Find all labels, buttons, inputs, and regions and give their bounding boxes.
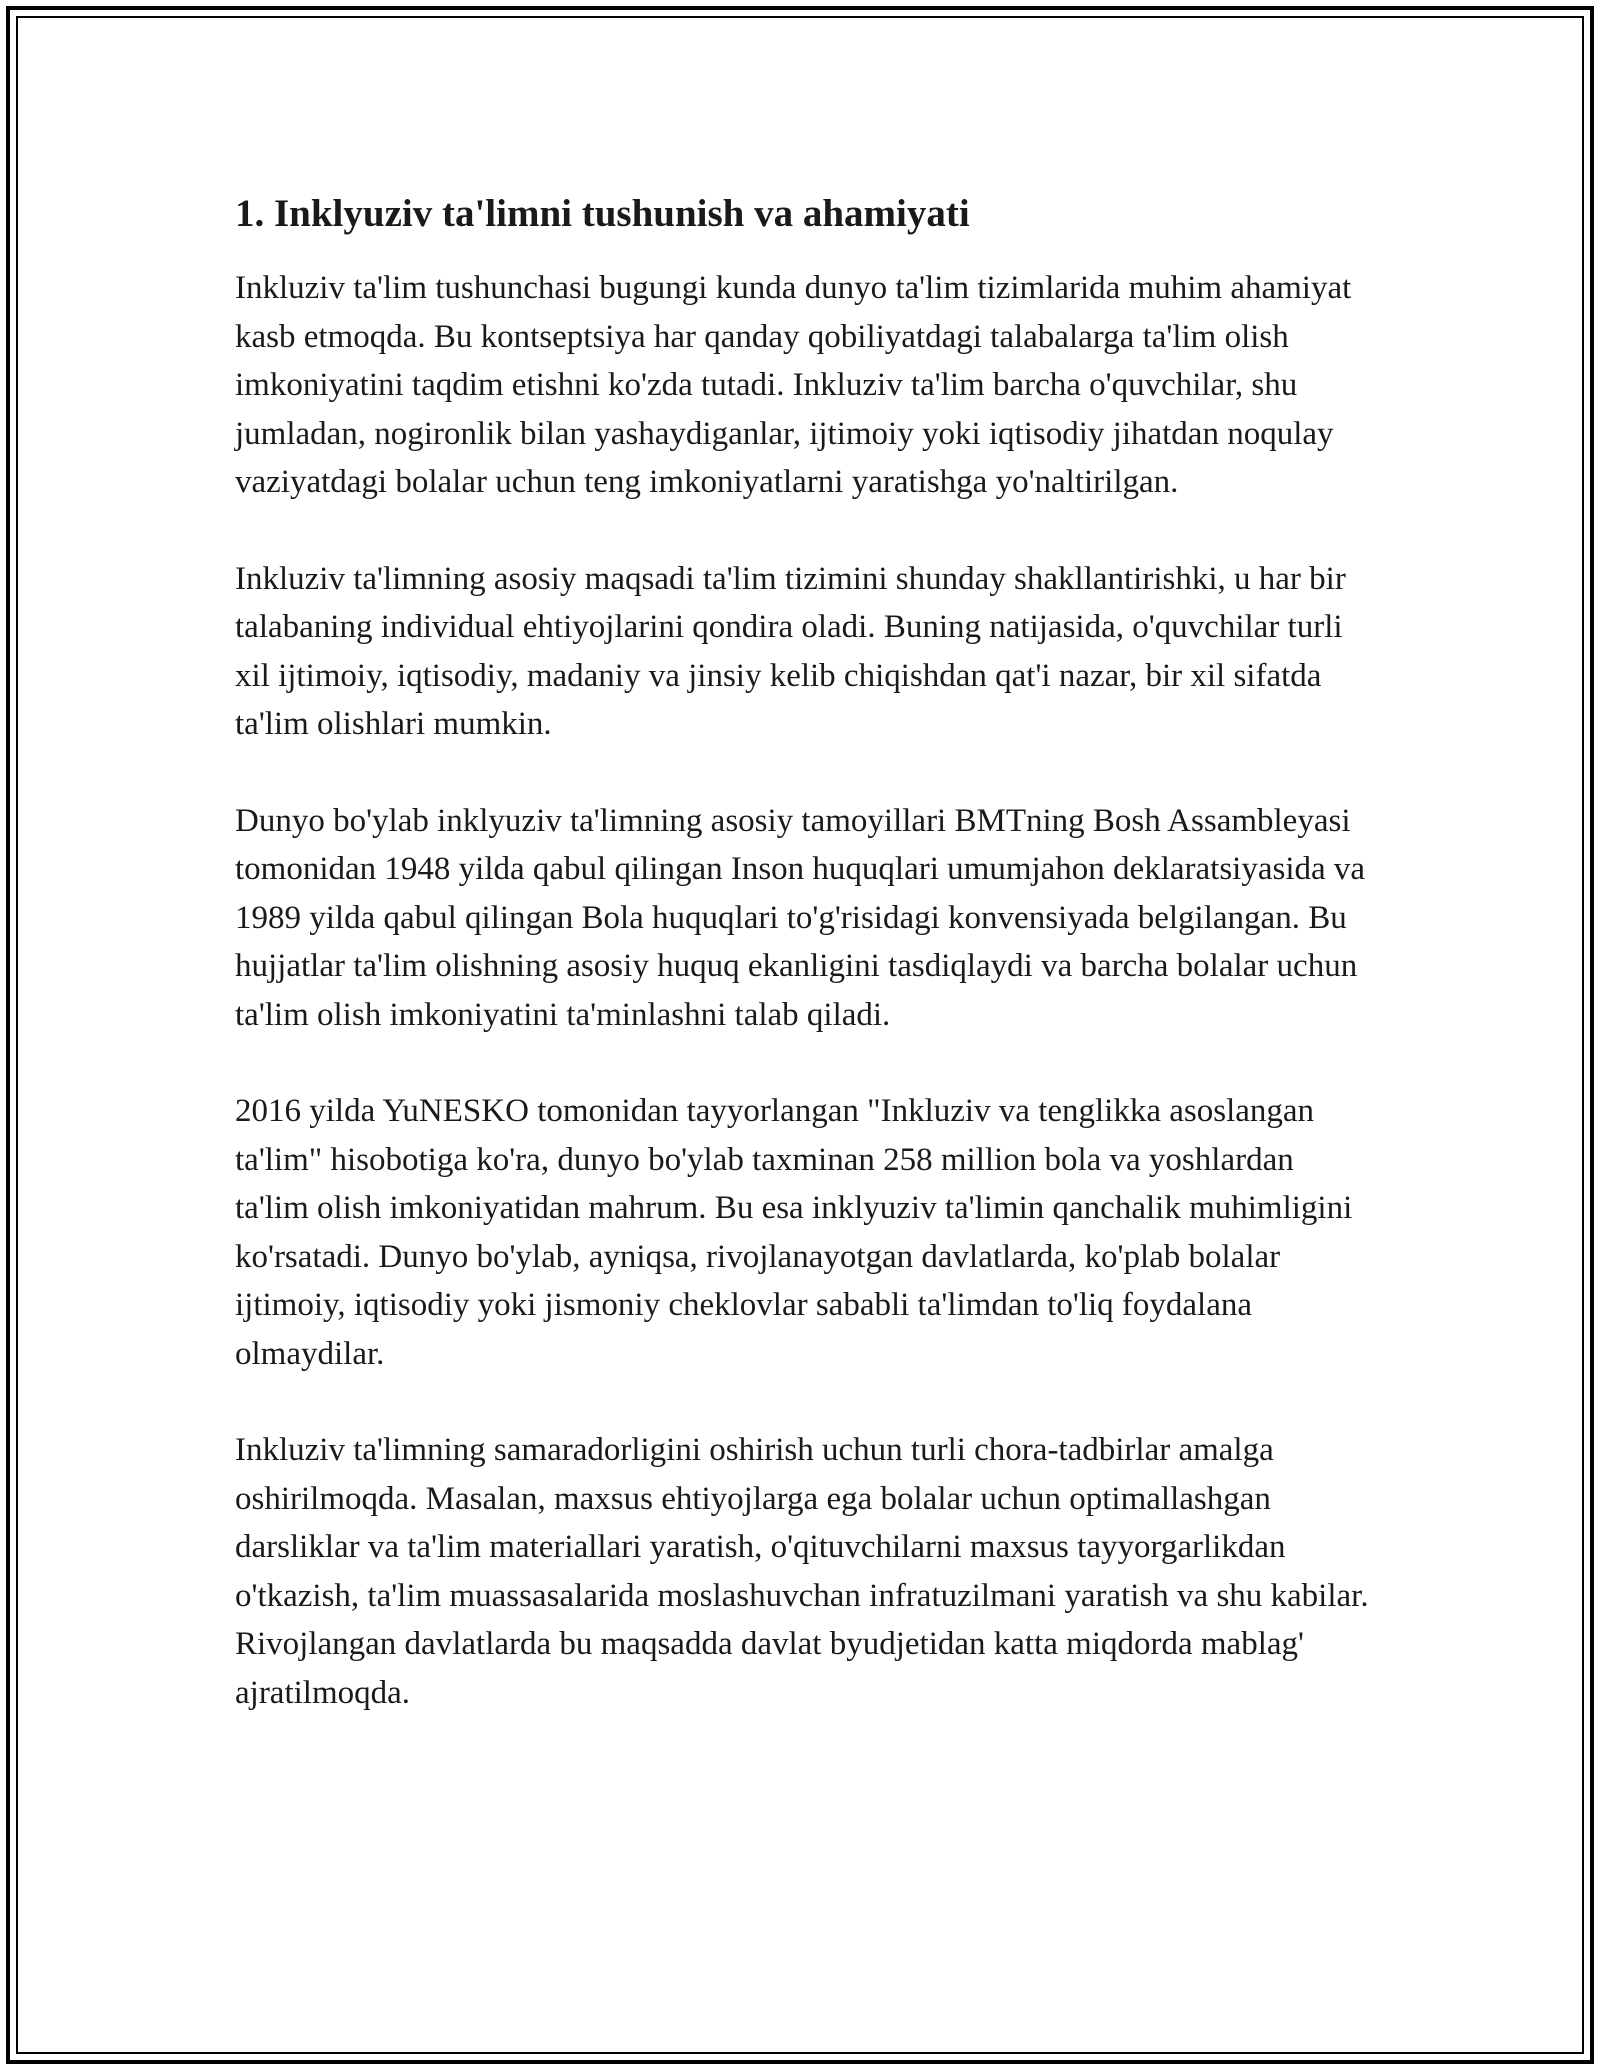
section-heading: 1. Inklyuziv ta'limni tushunish va ahamiyati (235, 192, 970, 235)
document-body (235, 190, 1375, 1765)
paragraph-2: Inkluziv ta'limning asosiy maqsadi ta'lim tizimini shunday shakllantirishki, u har bir talabaning individual ehtiyojlarini qondira oladi. Buning natijasida, o'quvchilar turli xil ijtimoiy, iqtisodiy, madaniy va jinsiy kelib chiqishdan qat'i nazar, bir xil sifatda ta'lim olishlari mumkin. (235, 560, 1346, 742)
paragraph-1: Inkluziv ta'lim tushunchasi bugungi kunda dunyo ta'lim tizimlarida muhim ahamiyat kasb etmoqda. Bu kontseptsiya har qanday qobiliyatdagi talabalarga ta'lim olish imkoniyatini taqdim etishni ko'zda tutadi. Inkluziv ta'lim barcha o'quvchilar, shu jumladan, nogironlik bilan yashaydiganlar, ijtimoiy yoki iqtisodiy jihatdan noqulay vaziyatdagi bolalar uchun teng imkoniyatlarni yaratishga yo'naltirilgan. (235, 270, 1352, 500)
paragraph-5: Inkluziv ta'limning samaradorligini oshirish uchun turli chora-tadbirlar amalga oshirilmoqda. Masalan, maxsus ehtiyojlarga ega bolalar uchun optimallashgan darsliklar va ta'lim materiallari yaratish, o'qituvchilarni maxsus tayyorgarlikdan o'tkazish, ta'lim muassasalarida moslashuvchan infratuzilmani yaratish va shu kabilar. Rivojlangan davlatlarda bu maqsadda davlat byudjetidan katta miqdorda mablag' ajratilmoqda. (235, 1432, 1369, 1711)
paragraph-4: 2016 yilda YuNESKO tomonidan tayyorlangan "Inkluziv va tenglikka asoslangan ta'lim" hisobotiga ko'ra, dunyo bo'ylab taxminan 258 million bola va yoshlardan ta'lim olish imkoniyatidan mahrum. Bu esa inklyuziv ta'limin qanchalik muhimligini ko'rsatadi. Dunyo bo'ylab, ayniqsa, rivojlanayotgan davlatlarda, ko'plab bolalar ijtimoiy, iqtisodiy yoki jismoniy cheklovlar sababli ta'limdan to'liq foydalana olmaydilar. (235, 1093, 1353, 1372)
paragraph-3: Dunyo bo'ylab inklyuziv ta'limning asosiy tamoyillari BMTning Bosh Assambleyasi tomonidan 1948 yilda qabul qilingan Inson huquqlari umumjahon deklaratsiyasida va 1989 yilda qabul qilingan Bola huquqlari to'g'risidagi konvensiyada belgilangan. Bu hujjatlar ta'lim olishning asosiy huquq ekanligini tasdiqlaydi va barcha bolalar uchun ta'lim olish imkoniyatini ta'minlashni talab qiladi. (235, 802, 1366, 1033)
